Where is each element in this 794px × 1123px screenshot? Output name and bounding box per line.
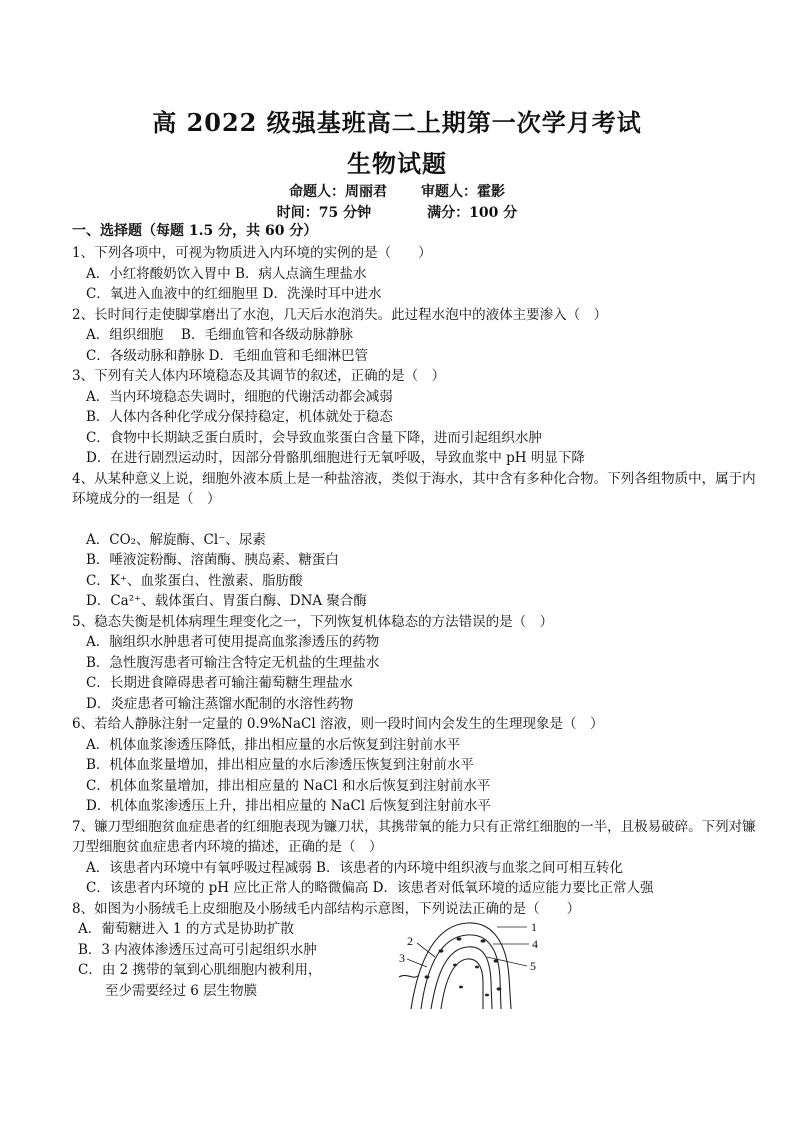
option-line: A．该患者内环境中有氧呼吸过程减弱 B．该患者的内环境中组织液与血浆之间可相互转化 <box>86 859 623 876</box>
option-line: D．Ca²⁺、载体蛋白、胃蛋白酶、DNA 聚合酶 <box>86 593 367 609</box>
question-stem: 5、稳态失衡是机体病理生理变化之一，下列恢复机体稳态的方法错误的是（ ） <box>72 613 554 630</box>
option-line: D．在进行剧烈运动时，因部分骨骼肌细胞进行无氧呼吸，导致血浆中 pH 明显下降 <box>86 450 585 466</box>
question-stem: 3、下列有关人体内环境稳态及其调节的叙述，正确的是（ ） <box>72 368 446 384</box>
option-line: A．当内环境稳态失调时，细胞的代谢活动都会减弱 <box>86 388 393 405</box>
question-8-options <box>72 919 372 1001</box>
option-line: A．CO₂、解旋酶、Cl⁻、尿素 <box>86 531 266 548</box>
option-line: D．机体血浆渗透压上升，排出相应量的 NaCl 后恢复到注射前水平 <box>86 798 491 814</box>
question-3 <box>72 366 762 469</box>
reviewer: 审题人：霍影 <box>421 184 505 200</box>
option-line: C．长期进食障碍患者可输注葡萄糖生理盐水 <box>86 675 353 691</box>
option-line: C．食物中长期缺乏蛋白质时，会导致血浆蛋白含量下降，进而引起组织水肿 <box>86 429 542 446</box>
exam-time: 时间：75 分钟 <box>276 205 372 221</box>
option-line: B．机体血浆量增加，排出相应量的水后渗透压恢复到注射前水平 <box>86 757 474 773</box>
option-line: A．组织细胞 B．毛细血管和各级动脉静脉 <box>86 327 353 343</box>
question-8 <box>72 899 762 1010</box>
author: 命题人：周丽君 <box>289 184 387 200</box>
question-6 <box>72 714 762 817</box>
exam-score: 满分：100 分 <box>427 205 518 221</box>
option-line: C．该患者内环境的 pH 应比正常人的略微偏高 D．该患者对低氧环境的适应能力要比正常人强 <box>86 880 654 896</box>
section-heading: 一、选择题（每题 1.5 分，共 60 分） <box>72 223 318 239</box>
exam-subtitle: 生物试题 <box>347 149 447 178</box>
figure-label-1: 1 <box>531 920 537 934</box>
option-line: D．炎症患者可输注蒸馏水配制的水溶性药物 <box>86 695 354 712</box>
option-line: A．机体血浆渗透压降低，排出相应量的水后恢复到注射前水平 <box>86 736 461 753</box>
option-line: A．葡萄糖进入 1 的方式是协助扩散 <box>78 921 294 937</box>
question-7 <box>72 817 762 899</box>
figure-label-3: 3 <box>399 951 405 965</box>
question-stem: 7、镰刀型细胞贫血症患者的红细胞表现为镰刀状，其携带氧的能力只有正常红细胞的一半，且极易破碎。下列对镰刀型细胞贫血症患者内环境的描述，正确的是（ ） <box>72 818 756 855</box>
figure-label-4: 4 <box>532 937 538 951</box>
question-stem: 1、下列各项中，可视为物质进入内环境的实例的是（ ） <box>72 245 432 261</box>
option-line: B．唾液淀粉酶、溶菌酶、胰岛素、糖蛋白 <box>86 552 339 568</box>
option-line: C．机体血浆量增加，排出相应量的 NaCl 和水后恢复到注射前水平 <box>86 777 491 794</box>
exam-time-score <box>0 202 794 222</box>
option-line: 至少需要经过 6 层生物膜 <box>78 982 258 999</box>
option-line: B．3 内液体渗透压过高可引起组织水肿 <box>78 941 317 958</box>
question-stem: 6、若给人静脉注射一定量的 0.9%NaCl 溶液，则一段时间内会发生的生理现象是（ ） <box>72 716 604 732</box>
question-stem: 2、长时间行走使脚掌磨出了水泡，几天后水泡消失。此过程水泡中的液体主要渗入（ ） <box>72 306 608 323</box>
option-line: A．小红将酸奶饮入胃中 B．病人点滴生理盐水 <box>86 265 367 282</box>
option-line: C．K⁺、血浆蛋白、性激素、脂肪酸 <box>86 572 303 589</box>
figure-label-2: 2 <box>407 934 413 948</box>
exam-staff <box>0 181 794 201</box>
question-5 <box>72 612 762 715</box>
question-stem: 4、从某种意义上说，细胞外液本质上是一种盐溶液，类似于海水，其中含有多种化合物。下列各组物质中，属于内环境成分的一组是（ ） <box>72 470 756 507</box>
option-line: C．各级动脉和静脉 D．毛细血管和毛细淋巴管 <box>86 347 368 364</box>
exam-title: 高 2022 级强基班高二上期第一次学月考试 <box>152 108 642 137</box>
option-line: A．脑组织水肿患者可使用提高血浆渗透压的药物 <box>86 634 380 650</box>
question-4 <box>72 469 762 612</box>
option-line: C．由 2 携带的氧到心肌细胞内被利用， <box>78 962 322 978</box>
question-8-body <box>72 919 762 1009</box>
question-2 <box>72 305 762 367</box>
option-line: C．氧进入血液中的红细胞里 D．洗澡时耳中进水 <box>86 286 382 302</box>
figure-label-5: 5 <box>530 959 536 973</box>
intestinal-villus-diagram <box>397 917 547 1012</box>
question-1 <box>72 243 762 305</box>
option-line: B．人体内各种化学成分保持稳定，机体就处于稳态 <box>86 409 393 425</box>
question-list <box>72 243 762 1009</box>
question-stem: 8、如图为小肠绒毛上皮细胞及小肠绒毛内部结构示意图，下列说法正确的是（ ） <box>72 900 581 917</box>
option-line: B．急性腹泻患者可输注含特定无机盐的生理盐水 <box>86 654 380 671</box>
